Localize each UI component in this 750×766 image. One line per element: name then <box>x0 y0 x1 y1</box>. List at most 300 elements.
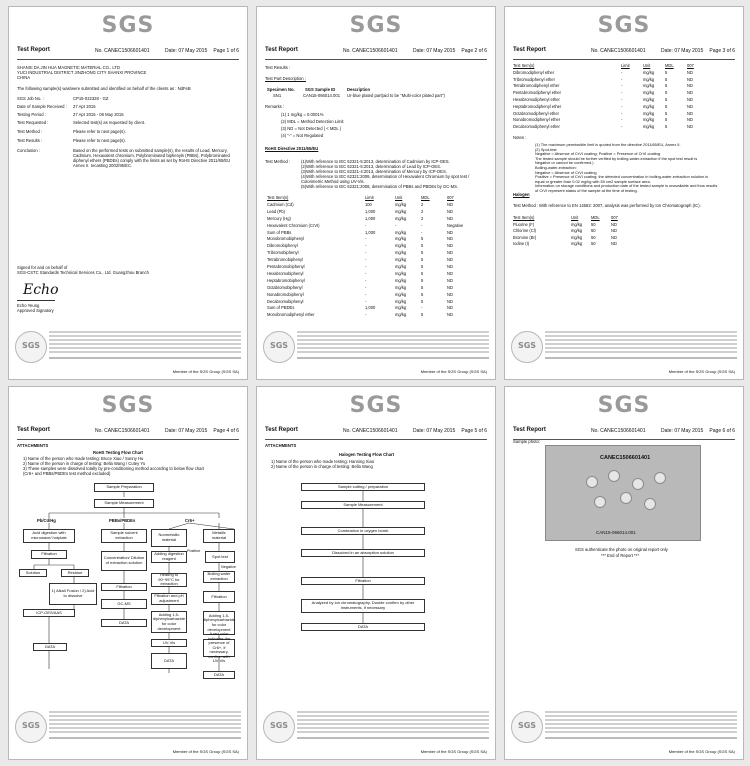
note-line: Positive = Presence of CrVI coating; the detected concentration in boiling-water-extraction solution is <box>535 174 709 180</box>
rohs-heading: RoHS Directive 2011/65/EU <box>265 146 319 151</box>
end-of-report: *** End of Report *** <box>601 553 639 558</box>
method-label: Test Method : <box>513 203 539 208</box>
sgs-logo: SGS <box>597 13 651 38</box>
table-cell: ND <box>687 97 693 102</box>
table-cell: 100 <box>365 201 372 207</box>
table-header-cell: Test Item(s) <box>267 195 289 200</box>
flow-box-acid-digestion: Acid digestion with microwave/ hotplate <box>23 529 75 543</box>
remark: (3) ND = Not Detected ( < MDL ) <box>281 126 342 131</box>
table-cell: - <box>621 90 623 96</box>
remark: (4) "-" = Not Regulated <box>281 133 324 138</box>
table-cell: ND <box>611 221 617 227</box>
flow-box-diphenylcarbazide: Adding 1,5-diphenylcarbazide for color development <box>203 611 235 635</box>
table-cell: Pentabromodiphenyl ether <box>513 90 562 96</box>
notes-label: Notes : <box>513 135 527 140</box>
table-cell: Heptabromodiphenyl ether <box>513 103 562 109</box>
table-cell: Sum of PBDEs <box>267 305 295 311</box>
report-page-1 <box>8 6 248 380</box>
member-note: Member of the SGS Group (SGS SA) <box>420 749 487 754</box>
sgs-logo: SGS <box>349 13 403 38</box>
table-cell: Decabromobiphenyl <box>267 298 304 304</box>
note-line: The tested sample should be further verified by boiling-water-extraction if the spot test result is <box>535 155 698 161</box>
sample-id: CAN15-066014.001 <box>303 93 341 98</box>
flow-box-nonmetallic: Nonmetallic material <box>151 529 187 547</box>
col-specimen: Specimen No. <box>267 87 295 92</box>
table-cell: mg/kg <box>395 277 407 283</box>
page-footer <box>15 329 241 365</box>
field-value: 27 Apr 2015 - 06 May 2015 <box>73 112 124 117</box>
table-cell: - <box>365 270 367 276</box>
note-line: Negative = Absence of CrVI coating; Positive = Presence of CrVI coating <box>535 151 660 157</box>
flow-note: 2) Name of the person in charge of testing: Bella Wang / Cutey Yu <box>23 461 146 466</box>
table-cell: Hexabromobiphenyl <box>267 270 304 276</box>
table-cell: Hexavalent Chromium (CrVI) <box>267 222 320 228</box>
flow-box-filtration: Filtration <box>101 583 147 591</box>
table-cell: mg/kg <box>395 312 407 318</box>
attachments-heading: ATTACHMENTS <box>265 443 297 448</box>
table-cell: 5 <box>665 110 668 116</box>
table-cell: Monobromodiphenyl ether <box>267 312 315 318</box>
page-number: Page 2 of 6 <box>461 48 487 54</box>
table-cell: 50 <box>591 221 596 227</box>
sample-disc <box>654 472 666 484</box>
sgs-seal: SGS <box>263 711 295 743</box>
method-line: (5)With reference to IEC 62321:2008, determination of PBBs and PBDEs by GC-MS. <box>301 184 459 189</box>
flow-box-data: DATA <box>101 619 147 627</box>
flow-note: 2) Name of the person in charge of testing: Bella Wang <box>271 464 373 469</box>
table-cell: mg/kg <box>643 124 655 130</box>
member-note: Member of the SGS Group (SGS SA) <box>668 749 735 754</box>
sample-disc <box>620 492 632 504</box>
flow-label-positive: Positive <box>187 549 201 553</box>
table-cell: mg/kg <box>395 284 407 290</box>
table-header-cell: MDL <box>421 195 430 200</box>
table-header-cell: MDL <box>591 215 600 220</box>
report-title: Test Report <box>17 47 50 53</box>
flow-box-metallic: Metallic material <box>203 529 235 543</box>
report-number: No. CANEC1506601401 <box>591 48 646 54</box>
client-company: SHANXI DA JIN HUA MAGNETIC MATERIAL CO., LTD <box>17 65 120 70</box>
table-cell: ND <box>611 228 617 234</box>
table-cell: ND <box>687 83 693 89</box>
report-page-5 <box>256 386 496 760</box>
field-value: Please refer to next page(s). <box>73 138 126 143</box>
sgs-logo: SGS <box>597 393 651 418</box>
report-number: No. CANEC1506601401 <box>343 48 398 54</box>
report-page-3 <box>504 6 744 380</box>
table-cell: ND <box>687 90 693 96</box>
table-cell: - <box>421 305 423 311</box>
header-rule <box>513 59 735 60</box>
report-title: Test Report <box>513 47 546 53</box>
table-cell: mg/kg <box>395 257 407 263</box>
flow-box-data: DATA <box>33 643 67 651</box>
table-cell: ND <box>447 270 453 276</box>
page-number: Page 3 of 6 <box>709 48 735 54</box>
method-line: (1)With reference to IEC 62321-5:2013, determination of Cadmium by ICP-OES. <box>301 159 450 164</box>
sample-disc <box>586 476 598 488</box>
table-cell: mg/kg <box>571 241 583 247</box>
header-rule <box>513 439 735 440</box>
page-number: Page 5 of 6 <box>461 428 487 434</box>
table-cell: mg/kg <box>643 110 655 116</box>
table-cell: - <box>621 97 623 102</box>
table-cell: 50 <box>591 228 596 234</box>
flow-step: Analyzed by ion chromatography. Double confirm by other instruments, if necessary <box>301 599 425 613</box>
table-cell: mg/kg <box>643 97 655 102</box>
col-sample-id: SGS Sample ID <box>305 87 336 92</box>
note-line: Negative = Absence of CrVI coating <box>535 169 597 175</box>
flow-step: Sample Measurement <box>301 501 425 509</box>
table-cell: Octabromobiphenyl <box>267 284 303 290</box>
table-cell: mg/kg <box>571 221 583 227</box>
table-cell: 5 <box>421 236 424 242</box>
report-number: No. CANEC1506601401 <box>95 48 150 54</box>
attachments-heading: ATTACHMENTS <box>17 443 49 448</box>
sgs-logo: SGS <box>349 393 403 418</box>
table-cell: - <box>621 69 623 75</box>
table-cell: ND <box>447 257 453 263</box>
header-rule <box>17 59 239 60</box>
table-cell: mg/kg <box>395 215 407 221</box>
table-header-cell: Limit <box>365 195 374 200</box>
table-cell: - <box>365 236 367 242</box>
table-cell: ND <box>687 103 693 109</box>
report-title: Test Report <box>265 427 298 433</box>
table-cell: mg/kg <box>571 228 583 234</box>
flow-box-data: DATA <box>151 653 187 669</box>
table-cell: - <box>365 277 367 283</box>
report-date: Date: 07 May 2015 <box>661 48 704 54</box>
field-label: Date of Sample Received : <box>17 104 67 109</box>
table-cell: 5 <box>421 250 424 256</box>
method-line: Colorimetric Method using UV-Vis. <box>301 179 365 184</box>
flow-box-filtration: Filtration <box>31 550 67 559</box>
flow-box-diphenylcarbazide: Adding 1,5-diphenylcarbazide for color development <box>151 611 187 633</box>
field-value: Please refer to next page(s). <box>73 129 126 134</box>
report-title: Test Report <box>17 427 50 433</box>
flow-box-uv-vis: UV-Vis <box>151 639 187 647</box>
report-number: No. CANEC1506601401 <box>591 428 646 434</box>
table-cell: ND <box>447 229 453 235</box>
table-header-cell: Test Item(s) <box>513 63 535 68</box>
table-cell: ND <box>687 110 693 116</box>
table-cell: mg/kg <box>395 243 407 249</box>
table-cell: ND <box>447 305 453 311</box>
table-cell: Heptabromobiphenyl <box>267 277 305 283</box>
flow-note: (Cr6+ and PBBs/PBDEs test method excluded) <box>23 471 111 476</box>
table-header-cell: Test Item(s) <box>513 215 535 220</box>
table-cell: - <box>365 243 367 249</box>
specimen-no: SN1 <box>273 93 282 98</box>
report-date: Date: 07 May 2015 <box>165 48 208 54</box>
test-results-label: Test Results : <box>265 65 291 70</box>
photo-label-sample: CAN15-066014.001 <box>596 530 636 535</box>
table-cell: ND <box>447 236 453 242</box>
table-cell: ND <box>447 264 453 269</box>
table-cell: Dibromobiphenyl <box>267 243 298 249</box>
table-cell: mg/kg <box>643 83 655 89</box>
signed-for: Signed for and on behalf of <box>17 265 68 270</box>
table-cell: mg/kg <box>395 201 407 207</box>
table-cell: - <box>421 222 423 228</box>
page-header <box>513 427 735 437</box>
table-cell: - <box>365 264 367 269</box>
table-cell: Sum of PBBs <box>267 229 292 235</box>
table-cell: 5 <box>421 298 424 304</box>
report-page-2 <box>256 6 496 380</box>
table-cell: 5 <box>421 264 424 269</box>
photo-label-report: CANEC1506601401 <box>600 455 651 461</box>
report-number: No. CANEC1506601401 <box>343 428 398 434</box>
field-value: 27 Apr 2015 <box>73 104 96 109</box>
note-line: Boiling-water-extraction: <box>535 165 577 170</box>
signed-branch: SGS-CSTC Standards Technical Services Co., Ltd. Guangzhou Branch <box>17 270 149 275</box>
halogen-heading: Halogen <box>513 192 530 197</box>
flow-box-residue: Residue <box>61 569 89 577</box>
page-header <box>265 47 487 57</box>
table-cell: Cadmium (Cd) <box>267 201 294 207</box>
table-cell: mg/kg <box>643 103 655 109</box>
method-label: Test Method : <box>265 159 291 164</box>
table-cell: ND <box>611 234 617 240</box>
table-cell: ND <box>447 201 453 207</box>
sgs-logo: SGS <box>101 13 155 38</box>
table-cell: 5 <box>421 257 424 263</box>
table-cell: Chlorine (Cl) <box>513 228 536 234</box>
flow-label-negative: Negative <box>221 565 236 569</box>
table-cell: 1,000 <box>365 208 376 214</box>
conclusion-label: Conclusion : <box>17 148 41 153</box>
table-cell: Tribromobiphenyl <box>267 250 299 256</box>
table-cell: mg/kg <box>643 69 655 75</box>
remark: (2) MDL = Method Detection Limit <box>281 119 344 124</box>
table-cell: - <box>621 83 623 89</box>
table-cell: ND <box>447 277 453 283</box>
remark: (1) 1 mg/kg = 0.0001% <box>281 112 324 117</box>
note-line: (2) Spot-test: <box>535 146 558 152</box>
flow-connectors <box>257 387 496 760</box>
table-cell: 5 <box>665 69 668 75</box>
flow-box-gcms: GC-MS <box>101 599 147 609</box>
table-cell: - <box>365 222 367 228</box>
table-cell: 5 <box>421 291 424 297</box>
member-note: Member of the SGS Group (SGS SA) <box>420 369 487 374</box>
part-description-heading: Test Part Description : <box>265 76 306 81</box>
table-cell: Fluorine (F) <box>513 221 535 227</box>
table-cell: 2 <box>421 215 424 221</box>
table-cell: ND <box>447 298 453 304</box>
page-number: Page 6 of 6 <box>709 428 735 434</box>
signature: Echo <box>23 282 59 298</box>
table-cell: mg/kg <box>643 117 655 123</box>
field-label: Test Results : <box>17 138 43 143</box>
flow-branch-cr6: Cr6+ <box>185 518 195 523</box>
sgs-logo: SGS <box>101 393 155 418</box>
table-cell: 1,000 <box>365 215 376 221</box>
report-date: Date: 07 May 2015 <box>413 428 456 434</box>
flow-note: 1) Name of the person who made testing: Hanning Xiao <box>271 459 375 464</box>
report-number: No. CANEC1506601401 <box>95 428 150 434</box>
table-cell: ND <box>447 312 453 318</box>
table-cell: mg/kg <box>395 305 407 311</box>
table-cell: Decabromodiphenyl ether <box>513 124 560 130</box>
note-line: of CrVI represent status of the sample at the time of testing. <box>535 188 638 193</box>
member-note: Member of the SGS Group (SGS SA) <box>172 749 239 754</box>
client-address: YUCI INDUSTRIAL DISTRICT JINZHONG CITY SHANXI PROVINCE <box>17 70 147 75</box>
page-number: Page 4 of 6 <box>213 428 239 434</box>
report-date: Date: 07 May 2015 <box>413 48 456 54</box>
table-header-cell: 007 <box>687 63 694 68</box>
table-cell: mg/kg <box>395 236 407 242</box>
table-cell: ND <box>687 124 693 130</box>
report-page-6 <box>504 386 744 760</box>
sgs-seal: SGS <box>15 711 47 743</box>
flow-box-red-color: indicates the presence of Cr6+, if necessary, confirm with UV-Vis <box>203 639 235 657</box>
sample-photo <box>545 445 701 541</box>
flow-chart-title: RoHS Testing Flow Chart <box>93 450 143 455</box>
flow-box-solvent-extraction: Sample solvent extraction <box>101 529 147 543</box>
table-cell: ND <box>611 241 617 247</box>
table-cell: 5 <box>421 284 424 290</box>
halogen-method: With reference to EN 14582: 2007, analysis was performed by Ion Chromatograph (IC). <box>539 203 701 208</box>
flow-box-heating: Heating to 90~95°C for extraction <box>151 573 187 587</box>
intro-text: The following sample(s) was/were submitted and identified on behalf of the clients as : NdFeB <box>17 86 191 91</box>
method-line: (3)With reference to IEC 62321-4:2013, determination of Mercury by ICP-OES. <box>301 169 447 174</box>
table-cell: ND <box>447 215 453 221</box>
table-cell: mg/kg <box>395 270 407 276</box>
table-cell: Octabromodiphenyl ether <box>513 110 559 116</box>
field-label: SGS Job No. : <box>17 96 44 101</box>
table-cell: 1,000 <box>365 229 376 235</box>
sgs-seal: SGS <box>15 331 47 363</box>
table-cell: 2 <box>421 208 424 214</box>
note-line: equal or greater than 0.02 mg/kg with 50 cm2 sample surface area. <box>535 178 651 184</box>
page-footer <box>511 329 737 365</box>
table-header-cell: Unit <box>571 215 579 220</box>
sample-disc <box>632 478 644 490</box>
field-value: Selected test(s) as requested by client. <box>73 120 146 125</box>
flow-branch-pbbs: PBBs/PBDEs <box>109 518 136 523</box>
sample-disc <box>644 498 656 510</box>
field-value: CP15-022328 - GZ <box>73 96 109 101</box>
flow-step: Filtration <box>301 577 425 585</box>
flow-box-boiling-water: Boiling water extraction <box>203 571 235 583</box>
table-cell: Tetrabromodiphenyl ether <box>513 83 560 89</box>
header-rule <box>265 59 487 60</box>
method-line: (4)With reference to IEC 62321:2008, determination of Hexavalent Chromium by spot test / <box>301 174 470 179</box>
flow-chart-title: Halogen Testing Flow Chart <box>339 452 395 457</box>
table-cell: 50 <box>591 234 596 240</box>
table-cell: 5 <box>665 97 668 102</box>
table-cell: ND <box>687 76 693 82</box>
page-footer <box>263 329 489 365</box>
table-cell: 5 <box>665 103 668 109</box>
table-cell: ND <box>447 291 453 297</box>
table-cell: 5 <box>421 270 424 276</box>
table-cell: Monobromobiphenyl <box>267 236 305 242</box>
flow-box-filtration: Filtration <box>203 591 235 603</box>
table-cell: 50 <box>591 241 596 247</box>
table-cell: ND <box>687 69 693 75</box>
member-note: Member of the SGS Group (SGS SA) <box>668 369 735 374</box>
table-cell: 5 <box>665 83 668 89</box>
table-cell: Hexabromodiphenyl ether <box>513 97 560 102</box>
note-line: (1) The maximum permissible limit is quoted from the directive 2011/65/EU, Annex II. <box>535 142 681 147</box>
report-date: Date: 07 May 2015 <box>661 428 704 434</box>
flow-box-sample-preparation: Sample Preparation <box>94 483 154 492</box>
table-cell: mg/kg <box>395 298 407 304</box>
table-cell: 5 <box>665 90 668 96</box>
table-header-cell: 007 <box>611 215 618 220</box>
table-header-cell: Unit <box>395 195 403 200</box>
table-cell: ND <box>447 284 453 290</box>
sample-disc <box>594 496 606 508</box>
table-cell: mg/kg <box>395 291 407 297</box>
table-cell: Tetrabromobiphenyl <box>267 257 303 263</box>
sgs-seal: SGS <box>511 331 543 363</box>
signature-line <box>17 300 55 301</box>
table-cell: - <box>621 124 623 130</box>
table-cell: Nonabromodiphenyl ether <box>513 117 561 123</box>
description: Ur-blue plated part(aid to be "Multi-color plated part") <box>347 93 445 98</box>
table-cell: - <box>365 298 367 304</box>
flow-box-concentration: Concentration/ Dilution of extraction solution <box>101 551 147 571</box>
field-label: Testing Period : <box>17 112 46 117</box>
flow-box-adding-reagent: Adding digestion reagent <box>151 551 187 563</box>
member-note: Member of the SGS Group (SGS SA) <box>172 369 239 374</box>
report-title: Test Report <box>265 47 298 53</box>
flow-box-spot-test: Spot test <box>205 551 235 563</box>
table-cell: ND <box>447 243 453 249</box>
report-date: Date: 07 May 2015 <box>165 428 208 434</box>
table-cell: Pentabromobiphenyl <box>267 264 305 269</box>
sgs-seal: SGS <box>511 711 543 743</box>
table-cell: mg/kg <box>571 234 583 240</box>
table-cell: - <box>365 284 367 290</box>
table-cell: ND <box>687 117 693 123</box>
table-cell: - <box>365 257 367 263</box>
note-line: Negative or cannot be confirmed.) <box>535 160 594 166</box>
table-cell: Negative <box>447 222 464 228</box>
table-cell: Tribromodiphenyl ether <box>513 76 555 82</box>
col-description: Description <box>347 87 371 92</box>
conclusion-text: Based on the performed tests on submitted sample(s), the results of Lead, Mercury, Cadmium, Hexavalent chromium, Polybrominated biphenyls (PBBs), Polybrominated diphenyl ethers (PBDEs) comply with the limits as set by RoHS Directive 2011/65/EU Annex II. recasting 2002/95/EC. <box>73 148 231 168</box>
table-cell: Iodine (I) <box>513 241 530 247</box>
field-label: Test Requested : <box>17 120 49 125</box>
table-header-cell: Unit <box>643 63 651 68</box>
flow-box-filtration-ph: Filtration and pH adjustment <box>151 593 187 605</box>
table-cell: - <box>621 103 623 109</box>
table-header-cell: Limit <box>621 63 630 68</box>
report-page-4 <box>8 386 248 760</box>
table-cell: Mercury (Hg) <box>267 215 291 221</box>
table-cell: - <box>395 222 397 228</box>
table-cell: 5 <box>665 76 668 82</box>
sample-photo-label: Sample photo: <box>513 439 541 444</box>
client-country: CHINA <box>17 75 31 80</box>
table-cell: 5 <box>665 117 668 123</box>
table-cell: - <box>621 110 623 116</box>
table-header-cell: MDL <box>665 63 674 68</box>
page-footer <box>15 709 241 745</box>
page-footer <box>511 709 737 745</box>
table-cell: 1,000 <box>365 305 376 311</box>
flow-box-solution: Solution <box>19 569 47 577</box>
table-cell: mg/kg <box>643 90 655 96</box>
flow-step: Dissolved in an absorption solution <box>301 549 425 557</box>
flow-box-alkali-fusion: 1) Alkali Fusion / 2) Acid to dissolve <box>49 583 97 605</box>
